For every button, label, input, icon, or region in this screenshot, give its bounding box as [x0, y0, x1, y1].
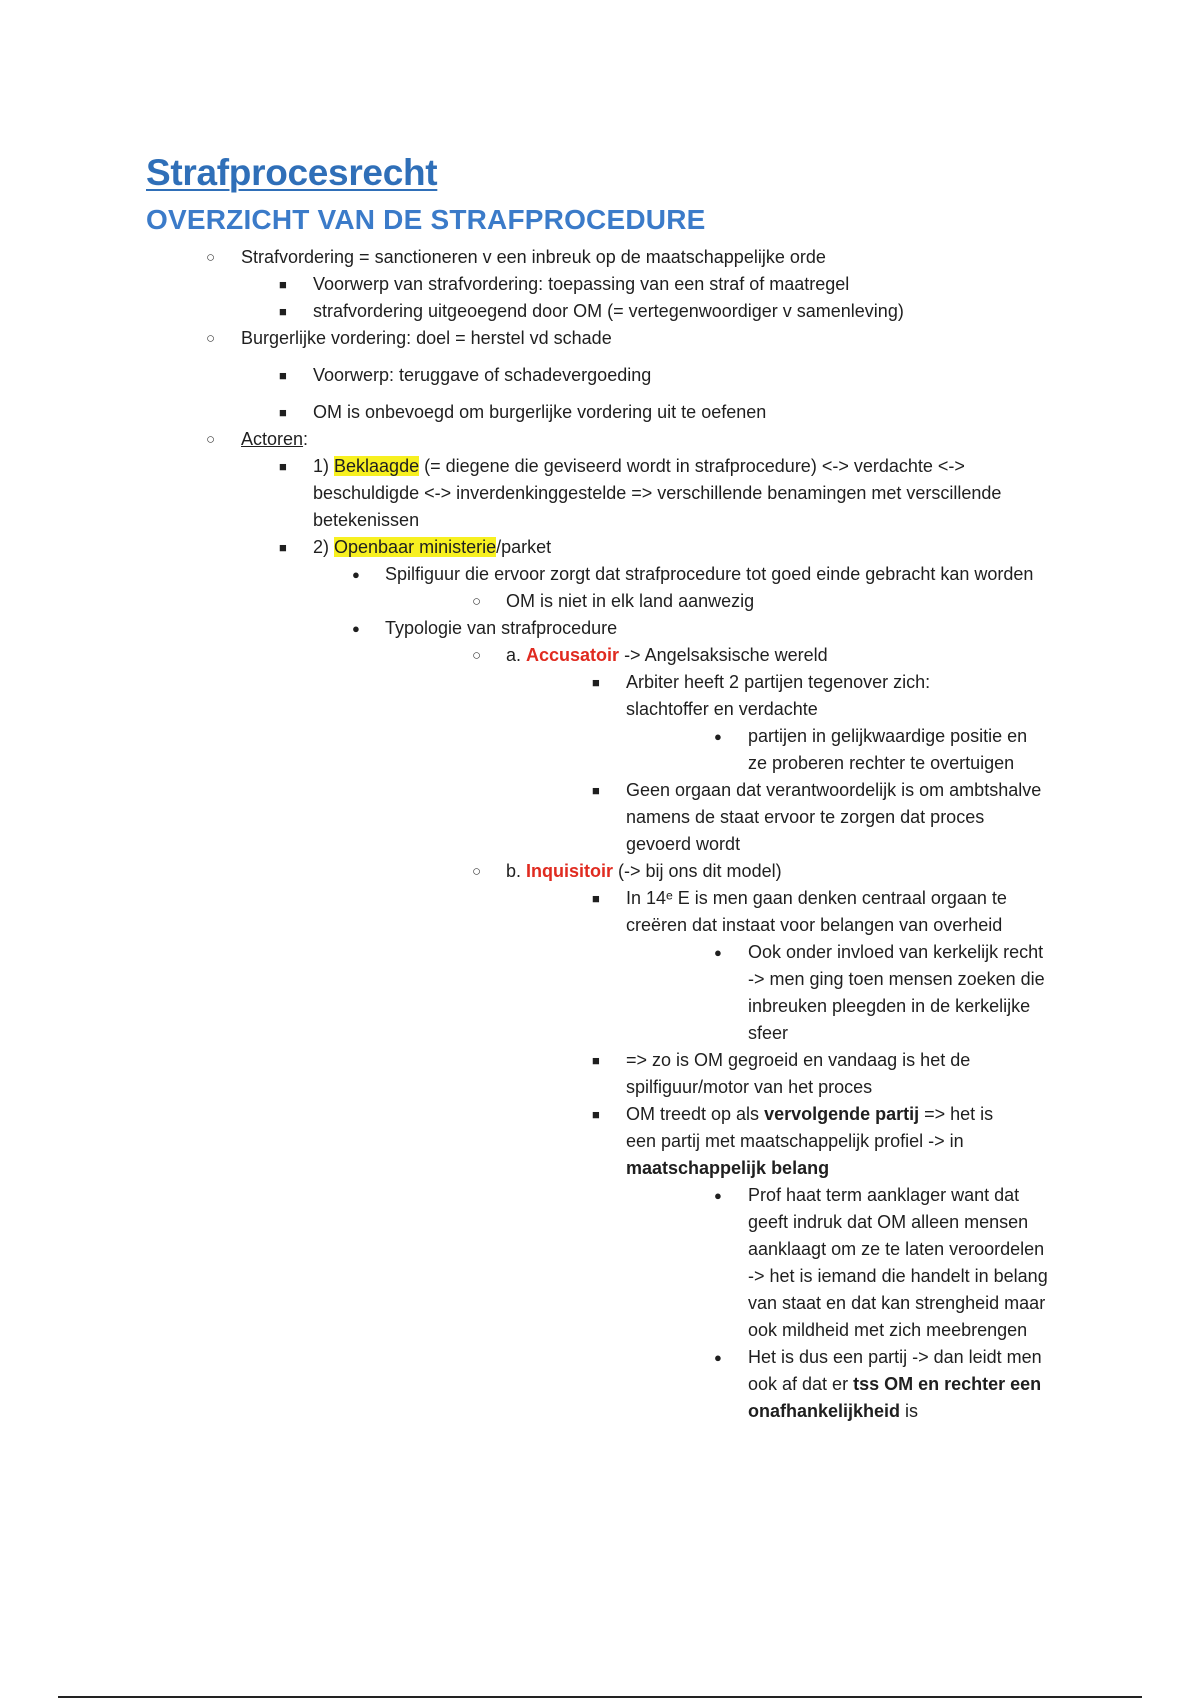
list-item: ■ 1) Beklaagde (= diegene die geviseerd wordt in strafprocedure) <-> verdachte <-> beschuldigde <-> inverdenkinggestelde => verschillende benamingen met verscillende betekenissen — [146, 453, 1043, 534]
list-item: ○ Actoren: — [146, 426, 1066, 453]
list-item: ■ 2) Openbaar ministerie/parket — [146, 534, 1066, 561]
square-bullet-icon — [592, 1101, 600, 1128]
list-item — [146, 669, 986, 723]
list-item-text: OM is niet in elk land aanwezig — [506, 591, 755, 611]
highlighted-term: Openbaar ministerie — [334, 537, 497, 557]
list-item-text: => zo is OM gegroeid en vandaag is het de spilfiguur/motor van het proces — [626, 1050, 971, 1097]
list-item-text: Ook onder invloed van kerkelijk recht -> men ging toen mensen zoeken die inbreuken pleegden in de kerkelijke sfeer — [748, 942, 1045, 1043]
list-item — [146, 362, 1066, 389]
square-bullet-icon — [592, 777, 600, 804]
highlighted-term: Beklaagde — [334, 456, 420, 476]
list-item-text: Prof haat term aanklager want dat geeft indruk dat OM alleen mensen aanklaagt om ze te laten veroordelen -> het is iemand die handelt in belang van staat en dat kan strengheid maar ook mildheid met zich meebrengen — [748, 1185, 1048, 1340]
list-item-text: OM is onbevoegd om burgerlijke vordering uit te oefenen — [313, 402, 767, 422]
list-item-text: Voorwerp van strafvordering: toepassing van een straf of maatregel — [313, 274, 850, 294]
list-item-text: Actoren — [241, 429, 304, 449]
circle-bullet-icon — [206, 244, 215, 271]
square-bullet-icon — [279, 534, 287, 561]
list-item — [146, 244, 1066, 271]
disc-bullet-icon — [714, 1182, 722, 1209]
list-item — [146, 271, 1066, 298]
list-item — [146, 615, 1066, 642]
list-item — [146, 1047, 1016, 1101]
square-bullet-icon — [279, 362, 287, 389]
footer-divider — [58, 1696, 1142, 1698]
square-bullet-icon — [592, 1047, 600, 1074]
list-item — [146, 298, 1066, 325]
list-item-text: Strafvordering = sanctioneren v een inbreuk op de maatschappelijke orde — [241, 247, 826, 267]
list-item: ● Het is dus een partij -> dan leidt men ook af dat er tss OM en rechter een onafhankelijkheid is — [146, 1344, 1048, 1425]
list-item — [146, 399, 1066, 426]
list-item-text: Voorwerp: teruggave of schadevergoeding — [313, 365, 652, 385]
list-item-text: partijen in gelijkwaardige positie en ze proberen rechter te overtuigen — [748, 726, 1028, 773]
red-term: Accusatoir — [526, 645, 620, 665]
circle-bullet-icon — [206, 426, 215, 453]
list-item-text: Typologie van strafprocedure — [385, 618, 618, 638]
list-item — [146, 885, 1046, 939]
list-item-text: strafvordering uitgeoegend door OM (= vertegenwoordiger v samenleving) — [313, 301, 904, 321]
square-bullet-icon — [279, 453, 287, 480]
list-item — [146, 939, 1048, 1047]
list-item-text: In 14ᵉ E is men gaan denken centraal orgaan te creëren dat instaat voor belangen van overheid — [626, 888, 1007, 935]
page-title: Strafprocesrecht — [146, 152, 438, 193]
square-bullet-icon — [279, 399, 287, 426]
list-item — [146, 777, 1046, 858]
disc-bullet-icon — [352, 561, 360, 588]
list-item — [146, 588, 1066, 615]
square-bullet-icon — [592, 669, 600, 696]
circle-bullet-icon — [472, 642, 481, 669]
list-item — [146, 561, 1043, 588]
list-item — [146, 1182, 1048, 1344]
disc-bullet-icon — [714, 939, 722, 966]
circle-bullet-icon — [472, 588, 481, 615]
list-item — [146, 325, 1066, 352]
square-bullet-icon — [279, 271, 287, 298]
square-bullet-icon — [279, 298, 287, 325]
document-page — [146, 148, 1066, 1425]
list-item-text: Burgerlijke vordering: doel = herstel vd schade — [241, 328, 612, 348]
disc-bullet-icon — [352, 615, 360, 642]
list-item-text: Arbiter heeft 2 partijen tegenover zich: slachtoffer en verdachte — [626, 672, 931, 719]
disc-bullet-icon — [714, 723, 722, 750]
list-item-text: Geen orgaan dat verantwoordelijk is om ambtshalve namens de staat ervoor te zorgen dat proces gevoerd wordt — [626, 780, 1042, 854]
section-heading: OVERZICHT VAN DE STRAFPROCEDURE — [146, 204, 706, 235]
list-item: ■ OM treedt op als vervolgende partij => het is een partij met maatschappelijk profiel -> in maatschappelijk belang — [146, 1101, 1026, 1182]
disc-bullet-icon — [714, 1344, 722, 1371]
list-item: ○ a. Accusatoir -> Angelsaksische wereld — [146, 642, 1066, 669]
circle-bullet-icon — [472, 858, 481, 885]
list-item — [146, 723, 1048, 777]
square-bullet-icon — [592, 885, 600, 912]
circle-bullet-icon — [206, 325, 215, 352]
list-item-text: Spilfiguur die ervoor zorgt dat strafprocedure tot goed einde gebracht kan worden — [385, 564, 1034, 584]
list-item: ○ b. Inquisitoir (-> bij ons dit model) — [146, 858, 1066, 885]
red-term: Inquisitoir — [526, 861, 614, 881]
